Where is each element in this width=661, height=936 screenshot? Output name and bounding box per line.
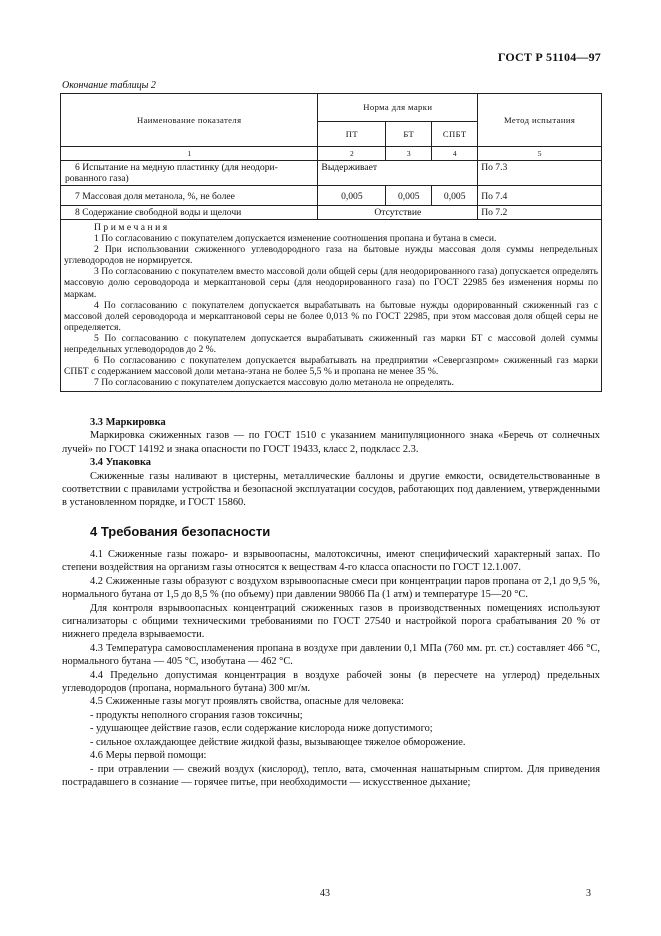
row-name-cont: рованного газа) <box>65 173 129 184</box>
header-norm: Норма для марки <box>318 94 478 122</box>
header-grade-pt: ПТ <box>318 122 386 147</box>
page-number-right: 3 <box>586 888 591 899</box>
row-name: 7 Массовая доля метанола, %, не более <box>61 186 318 206</box>
row-method: По 7.3 <box>478 161 602 186</box>
paragraph: Маркировка сжиженных газов — по ГОСТ 1510 с указанием манипуляционного знака «Беречь от солнечных лучей» по ГОСТ 14192 и знака опасности по ГОСТ 19433, класс 2, подкласс 2.3. <box>62 430 600 455</box>
section-4-body <box>62 548 600 789</box>
note-item: 7 По согласованию с покупателем допускается массовую долю метанола не определять. <box>94 377 454 389</box>
table-row <box>61 186 602 206</box>
list-item: - сильное охлаждающее действие жидкой фазы, вызывающее тяжелое обморожение. <box>90 736 466 748</box>
note-item: 2 При использовании сжиженного углеводородного газа на бытовые нужды массовая доля суммы непредельных углеводородов не нормируется. <box>64 244 598 267</box>
paragraph: 4.2 Сжиженные газы образуют с воздухом взрывоопасные смеси при концентрации паров пропана от 2,1 до 9,5 %, нормального бутана от 1,5 до 8,5 % (по объему) при давлении 98066 Па (1 атм) и температуре 15—20 °С. <box>62 575 600 601</box>
header-grade-bt: БТ <box>386 122 432 147</box>
header-method: Метод испытания <box>478 94 602 147</box>
paragraph: 4.3 Температура самовоспламенения пропана в воздухе при давлении 0,1 МПа (760 мм. рт. ст.) составляет 466 °С, нормального бутана — 405 °С, изобутана — 462 °С. <box>62 642 600 668</box>
table-notes <box>61 220 602 392</box>
row-norm: Выдерживает <box>318 161 478 186</box>
col-num: 5 <box>478 147 602 161</box>
paragraph: 4.1 Сжиженные газы пожаро- и взрывоопасны, малотоксичны, имеют специфический характерный запах. По степени воздействия на организм газы относятся к веществам 4-го класса опасности по ГОСТ 12.1.007. <box>62 549 600 574</box>
col-num: 1 <box>61 147 318 161</box>
subsection-title-packing: 3.4 Упаковка <box>90 457 151 469</box>
row-name: 8 Содержание свободной воды и щелочи <box>61 206 318 220</box>
col-num: 3 <box>386 147 432 161</box>
note-item: 5 По согласованию с покупателем допускается вырабатывать сжиженный газ марки БТ с массовой долей суммы непредельных углеводородов до 2 %. <box>64 332 598 356</box>
row-method: По 7.4 <box>478 186 602 206</box>
row-pt: 0,005 <box>318 186 386 206</box>
row-spbt: 0,005 <box>432 186 478 206</box>
list-item: - продукты неполного сгорания газов токсичны; <box>90 709 303 721</box>
notes-title: Примечания <box>94 222 170 233</box>
table-row <box>61 161 602 186</box>
paragraph: 4.5 Сжиженные газы могут проявлять свойства, опасные для человека: <box>90 696 404 708</box>
row-norm: Отсутствие <box>318 206 478 220</box>
paragraph: 4.4 Предельно допустимая концентрация в воздухе рабочей зоны (в пересчете на углерод) предельных углеводородов (пропана, нормального бутана) 300 мг/м. <box>62 669 600 695</box>
note-item: 6 По согласованию с покупателем допускается вырабатывать на предприятии «Севергазпром» сжиженный газ марки СПБТ с содержанием массовой доли метана-этана не более 5,5 % и пропана не менее 35 %. <box>64 355 598 378</box>
header-grade-spbt: СПБТ <box>432 122 478 147</box>
list-item: - удушающее действие газов, если содержание кислорода ниже допустимого; <box>90 723 433 735</box>
row-bt: 0,005 <box>386 186 432 206</box>
note-item: 3 По согласованию с покупателем вместо массовой доли общей серы (для неодорированного газа) допускается определять массовую долю сероводорода и меркаптановой серы (для неодорированного газа) по ГОСТ 22985 без изменения нормы по маркам. <box>64 266 598 300</box>
document-header: ГОСТ Р 51104—97 <box>497 50 601 64</box>
row-name: 6 Испытание на медную пластинку (для неодори- <box>75 162 278 173</box>
subsection-title-marking: 3.3 Маркировка <box>90 417 166 428</box>
col-num: 4 <box>432 147 478 161</box>
page-number-center: 43 <box>320 888 330 899</box>
spec-table <box>60 93 602 392</box>
note-item: 1 По согласованию с покупателем допускается изменение соотношения пропана и бутана в смеси. <box>94 233 497 245</box>
section-title: 4 Требования безопасности <box>90 524 271 539</box>
col-num: 2 <box>318 147 386 161</box>
paragraph: Сжиженные газы наливают в цистерны, металлические баллоны и другие емкости, освидетельствованные в соответствии с правилами устройства и безопасной эксплуатации сосудов, работающих под давлением, утвержденными в установленном порядке, и ГОСТ 15860. <box>62 470 600 509</box>
table-caption: Окончание таблицы 2 <box>62 80 156 91</box>
paragraph: 4.6 Меры первой помощи: <box>90 750 207 762</box>
paragraph: Для контроля взрывоопасных концентраций сжиженных газов в производственных помещениях используют сигнализаторы с общими техническими требованиями по ГОСТ 27540 и настройкой порога срабатывания 20 % от нижнего предела взрываемости. <box>62 602 600 641</box>
section-3-3-4 <box>62 416 600 510</box>
header-indicator: Наименование показателя <box>61 94 318 147</box>
list-item: - при отравлении — свежий воздух (кислород), тепло, вата, смоченная нашатырным спиртом. Для приведения пострадавшего в сознание — горячее питье, при необходимости — искусственное дыхание; <box>62 763 600 788</box>
table-row <box>61 206 602 220</box>
note-item: 4 По согласованию с покупателем допускается вырабатывать на бытовые нужды одорированный сжиженный газ с массовой долей сероводорода и меркаптановой серы не более 0,013 % по ГОСТ 22985, при этом массовая доля общей серы не определяется. <box>64 299 598 333</box>
row-method: По 7.2 <box>478 206 602 220</box>
